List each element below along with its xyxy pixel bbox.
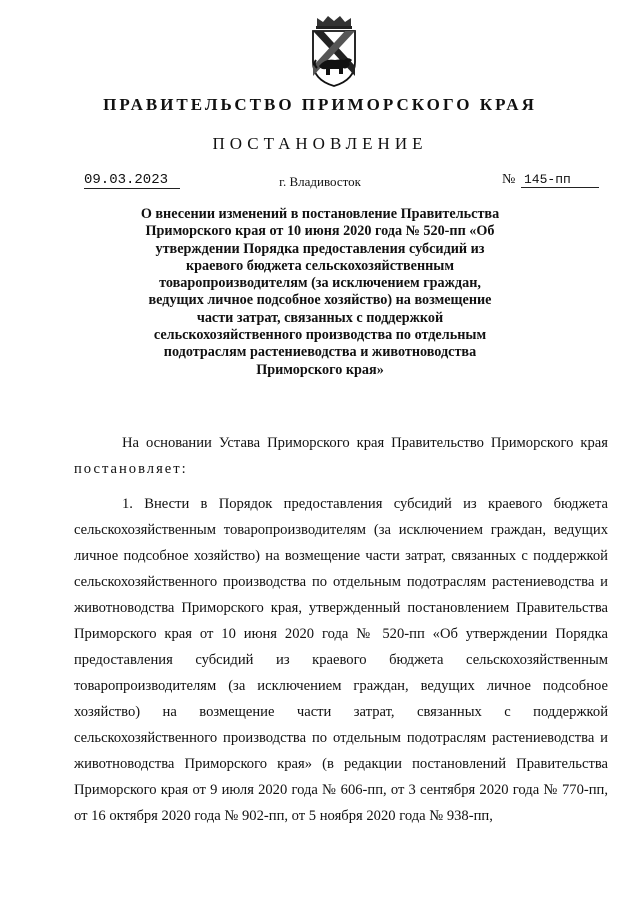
number-label: № bbox=[502, 172, 516, 187]
document-number: 145-пп bbox=[521, 172, 599, 188]
intro-paragraph bbox=[74, 430, 608, 482]
intro-spaced-word: постановляет: bbox=[74, 461, 188, 477]
organization-name: ПРАВИТЕЛЬСТВО ПРИМОРСКОГО КРАЯ bbox=[103, 95, 537, 114]
document-title: О внесении изменений в постановление Правительства Приморского края от 10 июня 2020 года № 520-пп «Об утверждении Порядка предоставления субсидий из краевого бюджета сельскохозяйственным товаропроизводителям (за исключением граждан, ведущих личное подсобное хозяйство) на возмещение части затрат, связанных с поддержкой сельскохозяйственного производства по отдельным подотраслям растениеводства и животноводства Приморского края» bbox=[140, 206, 500, 378]
point-1-paragraph: 1. Внести в Порядок предоставления субсидий из краевого бюджета сельскохозяйственным товаропроизводителям (за исключением граждан, ведущих личное подсобное хозяйство) на возмещение части затрат, связанных с поддержкой сельскохозяйственного производства по отдельным подотраслям растениеводства и животноводства Приморского края, утвержденный постановлением Правительства Приморского края от 10 июня 2020 года № 520-пп «Об утверждении Порядка предоставления субсидий из краевого бюджета сельскохозяйственным товаропроизводителям (за исключением граждан, ведущих личное подсобное хозяйство) на возмещение части затрат, связанных с поддержкой сельскохозяйственного производства по отдельным подотраслям растениеводства и животноводства Приморского края» (в редакции постановлений Правительства Приморского края от 9 июля 2020 года № 606-пп, от 3 сентября 2020 года № 770-пп, от 16 октября 2020 года № 902-пп, от 5 ноября 2020 года № 938-пп, bbox=[74, 496, 608, 824]
intro-text: На основании Устава Приморского края Правительство Приморского края bbox=[122, 435, 608, 451]
coat-of-arms-icon bbox=[303, 14, 365, 89]
document-body bbox=[74, 430, 608, 829]
document-city: г. Владивосток bbox=[279, 174, 361, 189]
document-date: 09.03.2023 bbox=[84, 172, 180, 189]
document-type: ПОСТАНОВЛЕНИЕ bbox=[212, 134, 428, 153]
